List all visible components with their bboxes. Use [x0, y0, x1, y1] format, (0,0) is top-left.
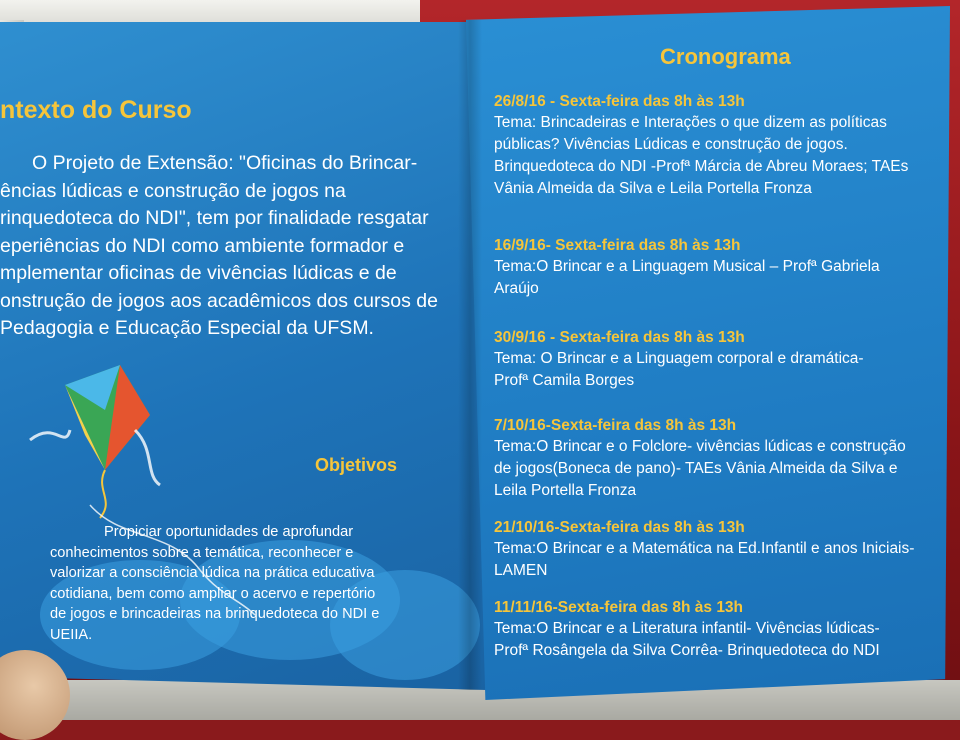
schedule-line: Brinquedoteca do NDI -Profª Márcia de Abreu Moraes; TAEs [494, 158, 909, 175]
schedule-line: Tema:O Brincar e a Literatura infantil- Vivências lúdicas- [494, 620, 880, 637]
kite-icon [25, 360, 165, 520]
schedule-line: Tema:O Brincar e a Linguagem Musical – Profª Gabriela [494, 258, 880, 275]
paragraph-line: eperiências do NDI como ambiente formador e [0, 234, 405, 257]
objectives-line: UEIIA. [50, 626, 93, 643]
schedule-line: Profª Rosângela da Silva Corrêa- Brinquedoteca do NDI [494, 642, 880, 659]
objectives-line: valorizar a consciência lúdica na prática educativa [50, 565, 375, 581]
schedule-date: 7/10/16-Sexta-feira das 8h às 13h [494, 417, 737, 434]
objectives-line: cotidiana, bem como ampliar o acervo e repertório [50, 585, 376, 602]
schedule-line: LAMEN [494, 562, 548, 579]
schedule-line: Tema:O Brincar e a Matemática na Ed.Infantil e anos Iniciais- [494, 540, 915, 557]
objectives-line: conhecimentos sobre a temática, reconhecer e [50, 544, 354, 561]
paragraph-line: Pedagogia e Educação Especial da UFSM. [0, 317, 374, 339]
schedule-date: 11/11/16-Sexta-feira das 8h às 13h [494, 599, 744, 616]
objectives-line: de jogos e brincadeiras na brinquedoteca do NDI e [50, 606, 380, 622]
schedule-line: Tema: O Brincar e a Linguagem corporal e dramática- [494, 350, 864, 367]
brochure-fold [458, 20, 482, 690]
objectives-title: Objetivos [315, 455, 398, 475]
schedule-line: Araújo [494, 280, 539, 297]
schedule-date: 16/9/16- Sexta-feira das 8h às 13h [494, 237, 741, 254]
objectives-paragraph [50, 522, 462, 645]
schedule-line: públicas? Vivências Lúdicas e construção de jogos. [494, 136, 848, 153]
schedule-entry [494, 236, 942, 300]
schedule-line: Tema: Brincadeiras e Interações o que dizem as políticas [494, 114, 887, 131]
paragraph-line: onstrução de jogos aos acadêmicos dos cursos de [0, 289, 438, 312]
paragraph-line: O Projeto de Extensão: "Oficinas do Brincar- [32, 152, 418, 174]
schedule-date: 21/10/16-Sexta-feira das 8h às 13h [494, 519, 745, 536]
schedule-date: 26/8/16 - Sexta-feira das 8h às 13h [494, 93, 745, 110]
schedule-entry [494, 598, 942, 662]
course-context-paragraph [0, 150, 450, 343]
course-context-title: ntexto do Curso [0, 96, 192, 124]
schedule-entry [494, 92, 942, 200]
schedule-line: Vânia Almeida da Silva e Leila Portella Fronza [494, 180, 812, 197]
schedule-entry [494, 518, 942, 582]
schedule-line: Leila Portella Fronza [494, 482, 637, 499]
paragraph-line: mplementar oficinas de vivências lúdicas e de [0, 262, 397, 284]
schedule-date: 30/9/16 - Sexta-feira das 8h às 13h [494, 329, 745, 346]
schedule-line: de jogos(Boneca de pano)- TAEs Vânia Almeida da Silva e [494, 460, 898, 477]
schedule-entry [494, 328, 942, 392]
schedule-title: Cronograma [660, 44, 791, 69]
paragraph-line: ências lúdicas e construção de jogos na [0, 179, 346, 202]
schedule-line: Profª Camila Borges [494, 372, 635, 389]
paragraph-line: rinquedoteca do NDI", tem por finalidade resgatar [0, 207, 429, 229]
objectives-line: Propiciar oportunidades de aprofundar [104, 524, 354, 540]
schedule-entry [494, 416, 942, 502]
schedule-line: Tema:O Brincar e o Folclore- vivências lúdicas e construção [494, 438, 906, 455]
